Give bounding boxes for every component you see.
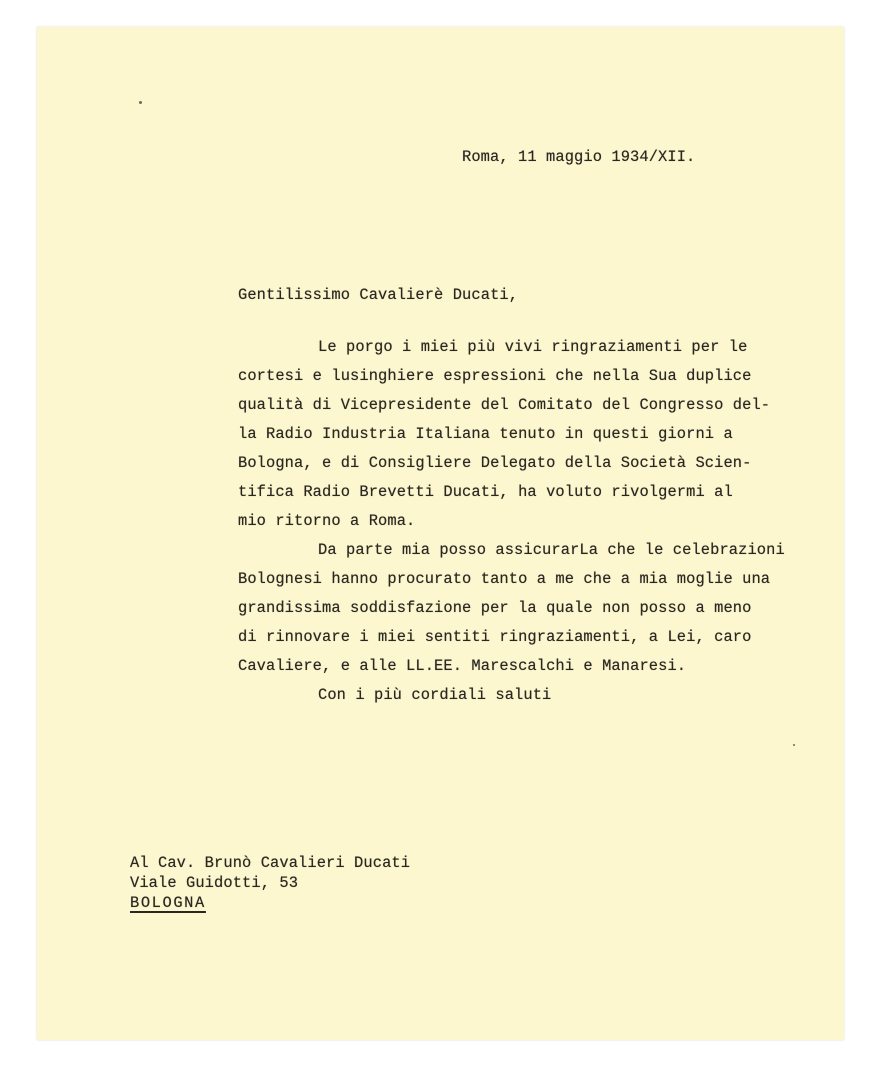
body-line: Cavaliere, e alle LL.EE. Marescalchi e Manaresi.	[238, 657, 687, 675]
body-line: Bolognesi hanno procurato tanto a me che a mia moglie una	[238, 570, 771, 588]
body-line: mio ritorno a Roma.	[238, 512, 416, 530]
closing-line: Con i più cordiali saluti	[318, 686, 552, 704]
body-line: qualità di Vicepresidente del Comitato del Congresso del-	[238, 396, 771, 414]
salutation: Gentilissimo Cavalierè Ducati,	[238, 286, 519, 304]
body-line: di rinnovare i miei sentiti ringraziamenti, a Lei, caro	[238, 628, 752, 646]
address-line: Viale Guidotti, 53	[130, 874, 299, 892]
address-line: Al Cav. Brunò Cavalieri Ducati	[130, 854, 411, 872]
paper-speck	[793, 744, 795, 746]
body-line: Bologna, e di Consigliere Delegato della Società Scien-	[238, 454, 752, 472]
body-line: la Radio Industria Italiana tenuto in questi giorni a	[238, 425, 733, 443]
address-city: BOLOGNA	[130, 894, 206, 912]
body-line: Da parte mia posso assicurarLa che le celebrazioni	[318, 541, 785, 559]
paper-speck	[139, 101, 142, 104]
body-line: cortesi e lusinghiere espressioni che nella Sua duplice	[238, 367, 752, 385]
body-line: Le porgo i miei più vivi ringraziamenti per le	[318, 338, 748, 356]
date-line: Roma, 11 maggio 1934/XII.	[462, 148, 696, 166]
body-line: grandissima soddisfazione per la quale non posso a meno	[238, 599, 752, 617]
body-line: tifica Radio Brevetti Ducati, ha voluto rivolgermi al	[238, 483, 733, 501]
